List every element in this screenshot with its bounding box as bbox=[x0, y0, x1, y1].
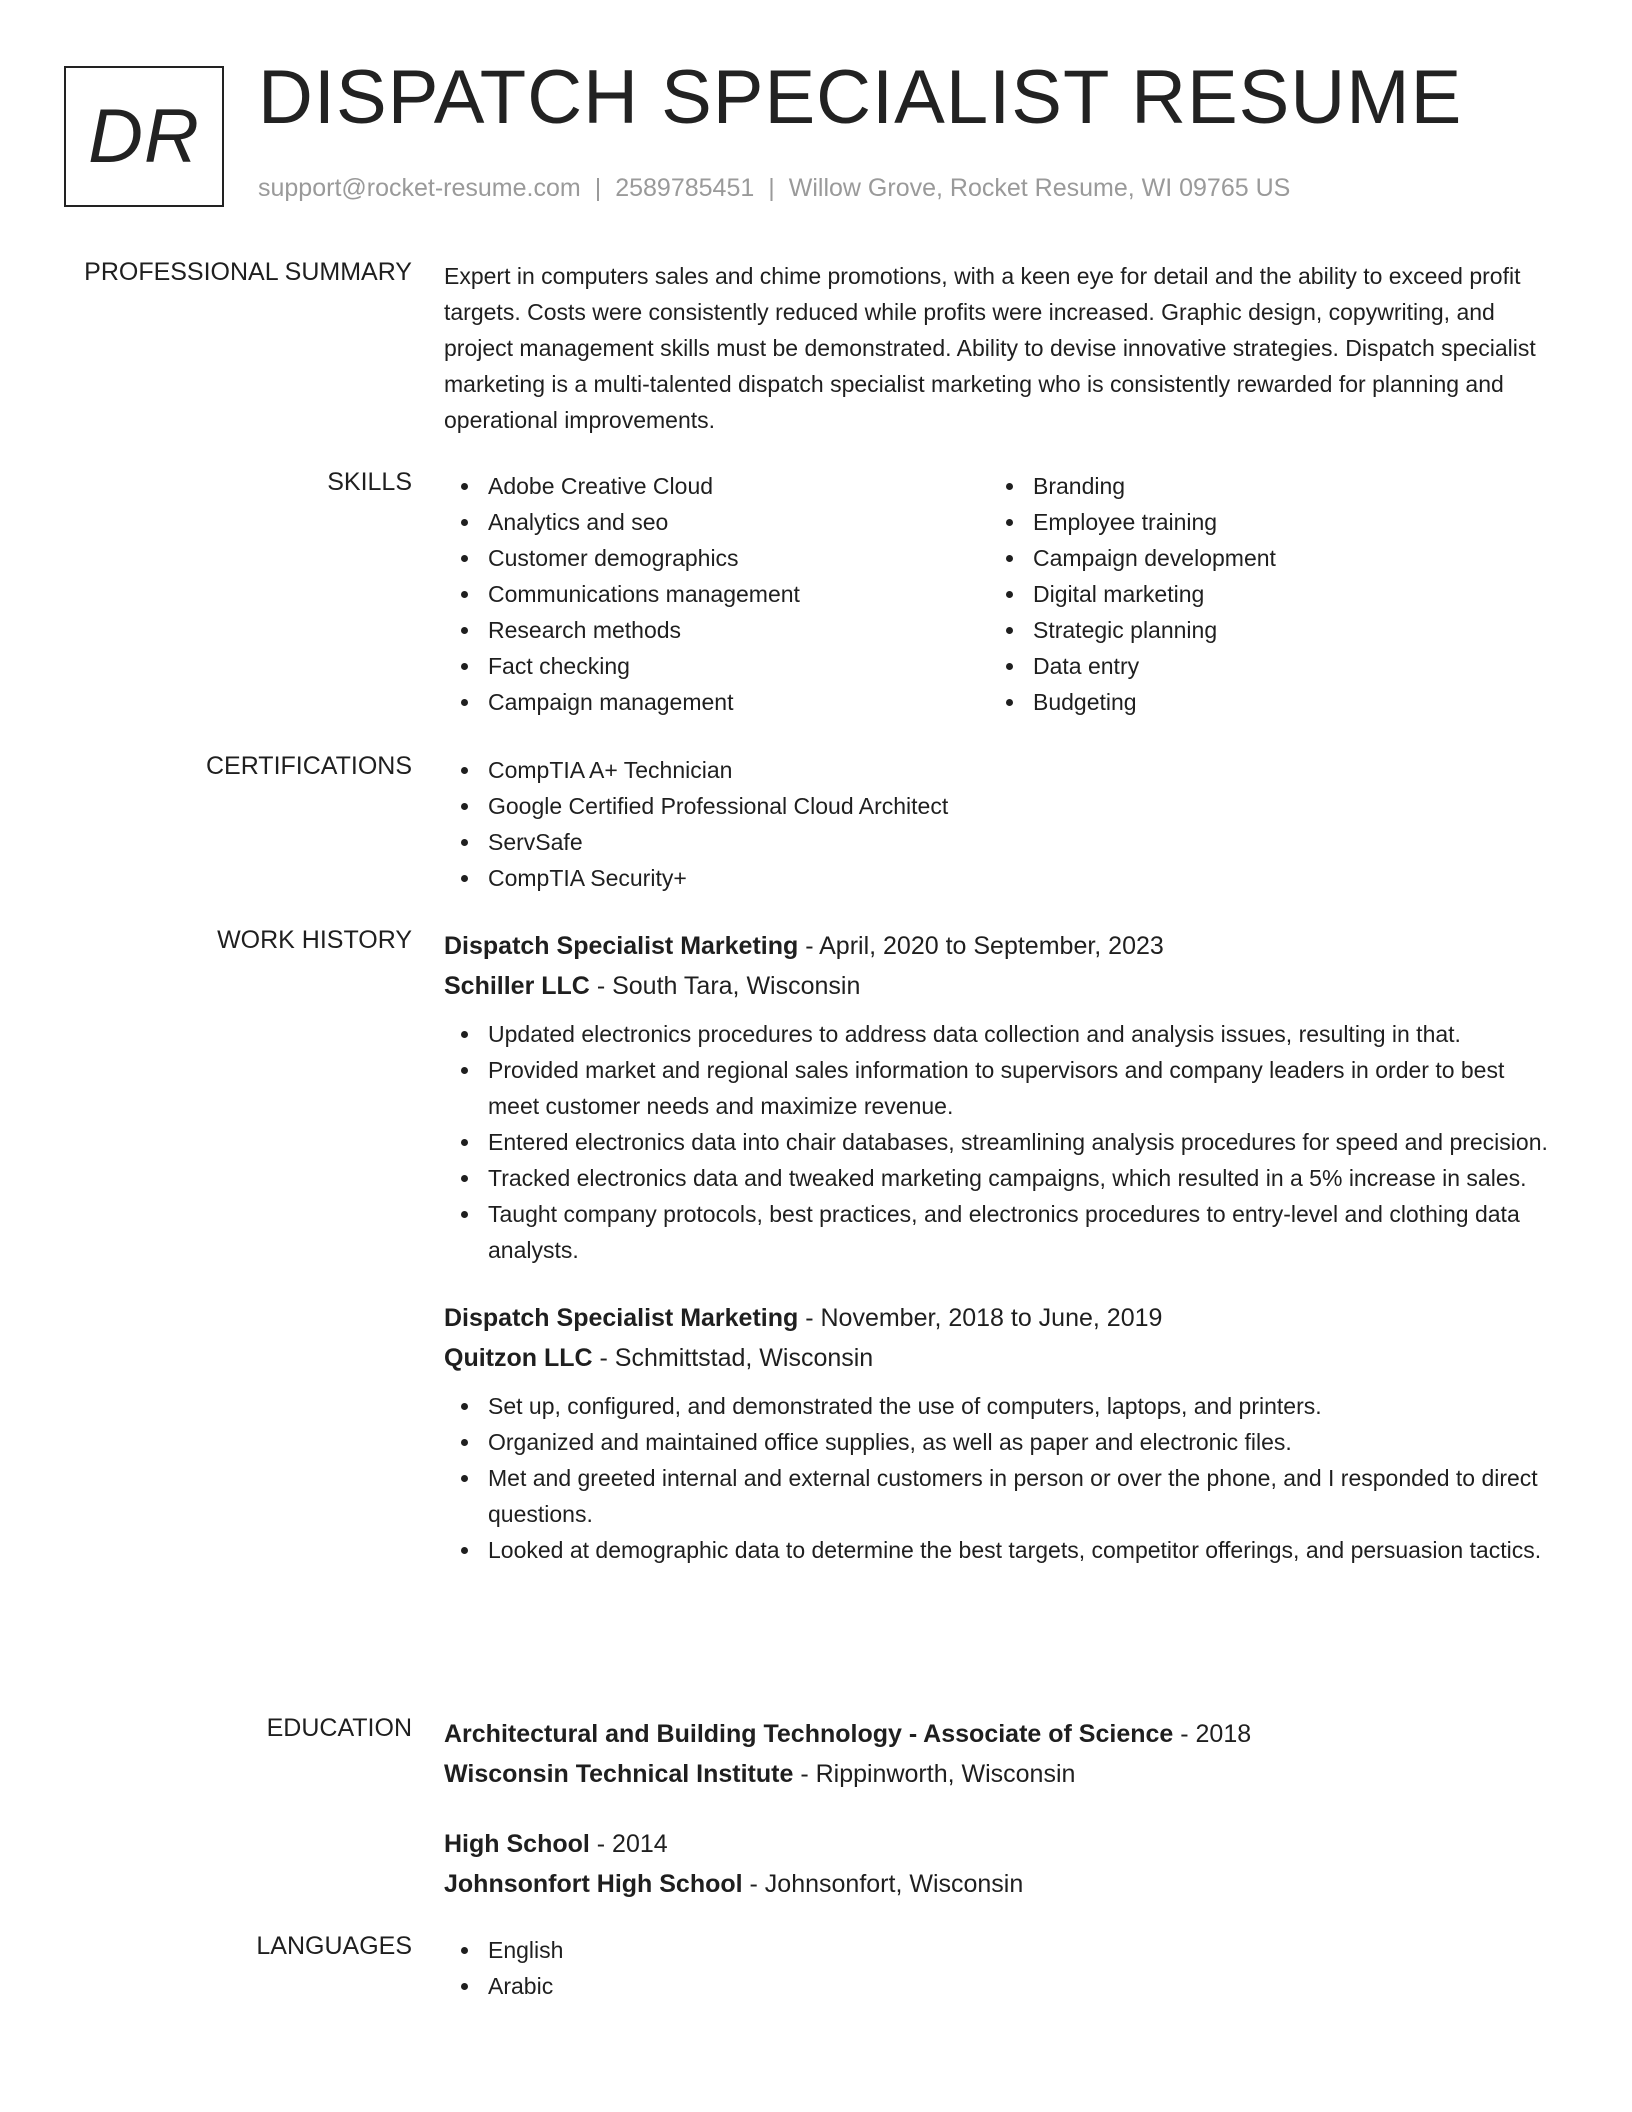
job-bullet: Tracked electronics data and tweaked marketing campaigns, which resulted in a 5% increase in sales. bbox=[444, 1160, 1554, 1196]
certification-item: ServSafe bbox=[444, 824, 1554, 860]
job-dates: - November, 2018 to June, 2019 bbox=[798, 1304, 1163, 1332]
job-bullets bbox=[444, 1016, 1554, 1268]
job-title-line bbox=[444, 926, 1554, 966]
job-entry bbox=[444, 1298, 1554, 1568]
education-entry bbox=[444, 1824, 1554, 1904]
education-school: Wisconsin Technical Institute bbox=[444, 1760, 794, 1788]
job-title: Dispatch Specialist Marketing bbox=[444, 1304, 799, 1332]
skill-item: Customer demographics bbox=[444, 540, 989, 576]
skill-item: Analytics and seo bbox=[444, 504, 989, 540]
skill-item: Adobe Creative Cloud bbox=[444, 468, 989, 504]
education-school-line bbox=[444, 1754, 1554, 1794]
section-label-certifications: CERTIFICATIONS bbox=[205, 752, 412, 780]
job-bullet: Met and greeted internal and external customers in person or over the phone, and I responded to direct questions. bbox=[444, 1460, 1554, 1532]
job-bullet: Taught company protocols, best practices, and electronics procedures to entry-level and clothing data analysts. bbox=[444, 1196, 1554, 1268]
skill-item: Fact checking bbox=[444, 648, 989, 684]
education-school: Johnsonfort High School bbox=[444, 1870, 743, 1898]
skill-item: Campaign development bbox=[989, 540, 1534, 576]
job-company-line bbox=[444, 1338, 1554, 1378]
skill-item: Communications management bbox=[444, 576, 989, 612]
section-label-languages: LANGUAGES bbox=[256, 1932, 412, 1960]
section-label-work-history: WORK HISTORY bbox=[217, 926, 412, 954]
job-dates: - April, 2020 to September, 2023 bbox=[798, 932, 1164, 960]
job-company-line bbox=[444, 966, 1554, 1006]
summary-text: Expert in computers sales and chime promotions, with a keen eye for detail and the ability to exceed profit targets. Costs were consistently reduced while profits were increased. Graphic design, copywriting, and project management skills must be demonstrated. Ability to devise innovative strategies. Dispatch specialist marketing is a multi-talented dispatch specialist marketing who is consistently rewarded for planning and operational improvements. bbox=[444, 263, 1536, 433]
language-item: Arabic bbox=[444, 1968, 1554, 2004]
contact-phone: 2589785451 bbox=[615, 174, 755, 202]
skill-item: Branding bbox=[989, 468, 1534, 504]
job-entry bbox=[444, 926, 1554, 1268]
education-year: - 2018 bbox=[1173, 1720, 1252, 1748]
job-bullet: Set up, configured, and demonstrated the use of computers, laptops, and printers. bbox=[444, 1388, 1554, 1424]
education-degree: High School bbox=[444, 1830, 590, 1858]
job-bullet: Entered electronics data into chair databases, streamlining analysis procedures for speed and precision. bbox=[444, 1124, 1554, 1160]
skill-item: Digital marketing bbox=[989, 576, 1534, 612]
job-title-line bbox=[444, 1298, 1554, 1338]
certification-item: Google Certified Professional Cloud Architect bbox=[444, 788, 1554, 824]
education-school-line bbox=[444, 1864, 1554, 1904]
job-bullet: Provided market and regional sales information to supervisors and company leaders in order to best meet customer needs and maximize revenue. bbox=[444, 1052, 1554, 1124]
section-label-summary: PROFESSIONAL SUMMARY bbox=[84, 258, 412, 286]
education-location: - Johnsonfort, Wisconsin bbox=[742, 1870, 1024, 1898]
section-label-education: EDUCATION bbox=[266, 1714, 412, 1742]
initials-monogram: DR bbox=[64, 66, 224, 207]
languages-list bbox=[444, 1932, 1554, 2004]
job-location: - Schmittstad, Wisconsin bbox=[592, 1344, 874, 1372]
job-location: - South Tara, Wisconsin bbox=[589, 972, 861, 1000]
skill-item: Strategic planning bbox=[989, 612, 1534, 648]
certifications-list bbox=[444, 752, 1554, 896]
skill-item: Budgeting bbox=[989, 684, 1534, 720]
contact-email: support@rocket-resume.com bbox=[258, 174, 581, 202]
education-year: - 2014 bbox=[589, 1830, 668, 1858]
skill-item: Data entry bbox=[989, 648, 1534, 684]
resume-title: DISPATCH SPECIALIST RESUME bbox=[258, 55, 1463, 140]
contact-separator: | bbox=[594, 174, 602, 202]
certification-item: CompTIA Security+ bbox=[444, 860, 1554, 896]
section-label-skills: SKILLS bbox=[327, 468, 412, 496]
job-company: Schiller LLC bbox=[444, 972, 590, 1000]
education-degree-line bbox=[444, 1824, 1554, 1864]
certification-item: CompTIA A+ Technician bbox=[444, 752, 1554, 788]
job-bullet: Updated electronics procedures to address data collection and analysis issues, resulting in that. bbox=[444, 1016, 1554, 1052]
skills-list-right bbox=[989, 468, 1534, 720]
job-title: Dispatch Specialist Marketing bbox=[444, 932, 799, 960]
education-degree: Architectural and Building Technology - Associate of Science bbox=[444, 1720, 1174, 1748]
contact-line bbox=[258, 174, 1290, 203]
education-degree-line bbox=[444, 1714, 1554, 1754]
skills-list-left bbox=[444, 468, 989, 720]
job-bullets bbox=[444, 1388, 1554, 1568]
education-entry bbox=[444, 1714, 1554, 1794]
skill-item: Campaign management bbox=[444, 684, 989, 720]
contact-address: Willow Grove, Rocket Resume, WI 09765 US bbox=[788, 174, 1291, 202]
skill-item: Research methods bbox=[444, 612, 989, 648]
job-bullet: Organized and maintained office supplies, as well as paper and electronic files. bbox=[444, 1424, 1554, 1460]
job-bullet: Looked at demographic data to determine the best targets, competitor offerings, and persuasion tactics. bbox=[444, 1532, 1554, 1568]
language-item: English bbox=[444, 1932, 1554, 1968]
job-company: Quitzon LLC bbox=[444, 1344, 593, 1372]
education-location: - Rippinworth, Wisconsin bbox=[793, 1760, 1076, 1788]
contact-separator: | bbox=[768, 174, 775, 202]
skill-item: Employee training bbox=[989, 504, 1534, 540]
